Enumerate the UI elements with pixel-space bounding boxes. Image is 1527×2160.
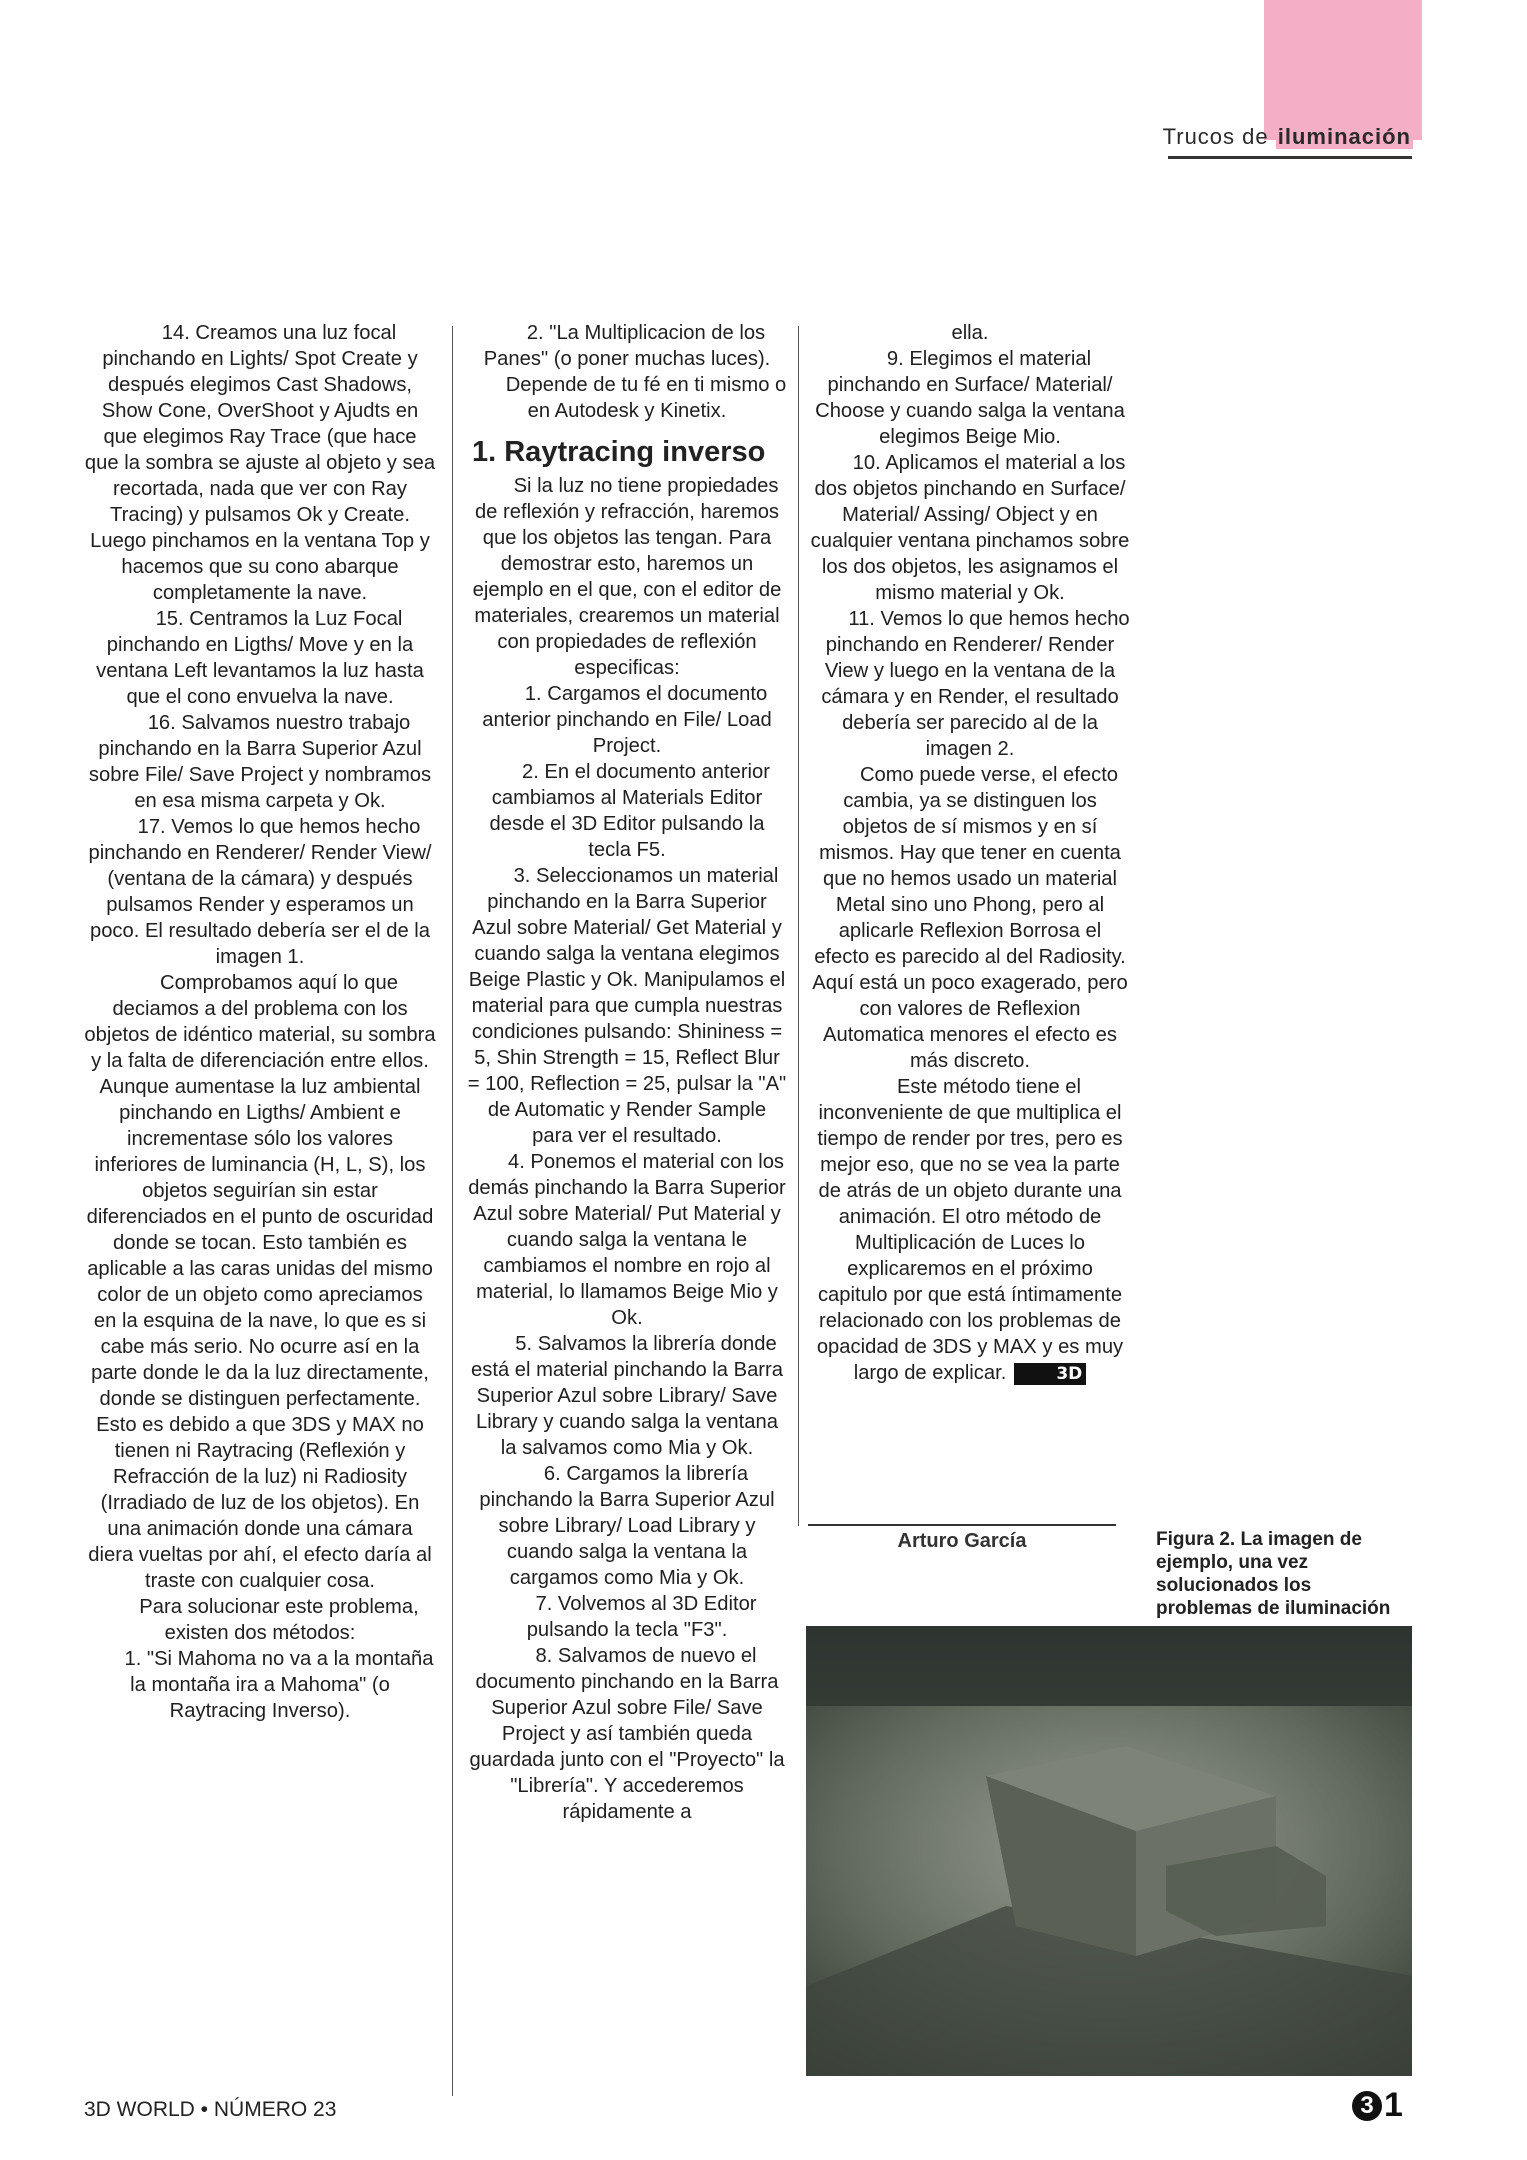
header-emphasis: iluminación	[1277, 124, 1411, 149]
paragraph: 14. Creamos una luz focal pinchando en Lights/ Spot Create y después elegimos Cast Shadows, Show Cone, OverShoot y Ajudts en que elegimos Ray Trace (que hace que la sombra se ajuste al objeto y sea recortada, nada que ver con Ray Tracing) y pulsamos Ok y Create. Luego pinchamos en la ventana Top y hacemos que su cono abarque completamente la nave.	[84, 322, 436, 604]
paragraph: 1. Cargamos el documento anterior pinchando en File/ Load Project.	[482, 683, 772, 757]
article-column-2	[466, 320, 788, 1825]
paragraph: 2. En el documento anterior cambiamos al Materials Editor desde el 3D Editor pulsando la tecla F5.	[489, 761, 770, 861]
paragraph: ella.	[951, 322, 989, 344]
paragraph: 16. Salvamos nuestro trabajo pinchando en la Barra Superior Azul sobre File/ Save Project y nombramos en esa misma carpeta y Ok.	[88, 712, 432, 812]
article-column-3	[810, 320, 1130, 1386]
paragraph: 9. Elegimos el material pinchando en Surface/ Material/ Choose y cuando salga la ventana elegimos Beige Mio.	[815, 348, 1125, 448]
paragraph	[810, 1074, 1130, 1386]
paragraph: 3. Seleccionamos un material pinchando en la Barra Superior Azul sobre Material/ Get Material y cuando salga la ventana elegimos Beige Plastic y Ok. Manipulamos el material para que cumpla nuestras condiciones pulsando: Shininess = 5, Shin Strength = 15, Reflect Blur = 100, Reflection = 25, pulsar la "A" de Automatic y Render Sample para ver el resultado.	[467, 865, 787, 1147]
paragraph-text: Este método tiene el inconveniente de que multiplica el tiempo de render por tres, pero es mejor eso, que no se vea la parte de atrás de un objeto durante una animación. El otro método de Multiplicación de Luces lo explicaremos en el próximo capitulo por que está íntimamente relacionado con los problemas de opacidad de 3DS y MAX y es muy largo de explicar.	[816, 1076, 1124, 1384]
paragraph: 8. Salvamos de nuevo el documento pinchando en la Barra Superior Azul sobre File/ Save Project y así también queda guardada junto con el "Proyecto" la "Librería". Y accederemos rápidamente a	[469, 1645, 785, 1823]
footer-issue: 3D WORLD • NÚMERO 23	[84, 2098, 337, 2121]
end-of-article-badge: 3D	[1014, 1363, 1086, 1385]
section-header	[1163, 124, 1413, 150]
article-column-1	[84, 320, 436, 1724]
paragraph: 2. "La Multiplicacion de los Panes" (o poner muchas luces).	[483, 322, 771, 370]
paragraph: 11. Vemos lo que hemos hecho pinchando en Renderer/ Render View y luego en la ventana de la cámara y en Render, el resultado debería ser parecido al de la imagen 2.	[821, 608, 1130, 760]
figure-caption: Figura 2. La imagen de ejemplo, una vez solucionados los problemas de iluminación	[1156, 1529, 1391, 1619]
page-number	[1352, 2086, 1403, 2125]
header-color-tab	[1264, 0, 1422, 140]
render-image-figure-2	[806, 1626, 1412, 2076]
paragraph: Depende de tu fé en ti mismo o en Autodesk y Kinetix.	[505, 374, 787, 422]
paragraph: Como puede verse, el efecto cambia, ya se distinguen los objetos de sí mismos y en sí mismos. Hay que tener en cuenta que no hemos usado un material Metal sino uno Phong, pero al aplicarle Reflexion Borrosa el efecto es parecido al del Radiosity. Aquí está un poco exagerado, pero con valores de Reflexion Automatica menores el efecto es más discreto.	[812, 764, 1128, 1072]
paragraph: 4. Ponemos el material con los demás pinchando la Barra Superior Azul sobre Material/ Put Material y cuando salga la ventana le cambiamos el nombre en rojo al material, lo llamamos Beige Mio y Ok.	[468, 1151, 786, 1329]
author-byline: Arturo García	[897, 1530, 1027, 1552]
column-divider-1	[452, 326, 453, 2096]
paragraph: 5. Salvamos la librería donde está el material pinchando la Barra Superior Azul sobre Library/ Save Library y cuando salga la ventana la salvamos como Mia y Ok.	[471, 1333, 783, 1459]
paragraph: Si la luz no tiene propiedades de reflexión y refracción, haremos que los objetos las tengan. Para demostrar esto, haremos un ejemplo en el que, con el editor de materiales, crearemos un material con propiedades de reflexión especificas:	[472, 475, 782, 679]
page-number-circle: 3	[1352, 2091, 1382, 2121]
paragraph: 1. "Si Mahoma no va a la montaña la montaña ira a Mahoma" (o Raytracing Inverso).	[124, 1648, 434, 1722]
page-number-rest: 1	[1384, 2086, 1403, 2124]
signature-rule	[808, 1524, 1116, 1526]
column-divider-2	[798, 326, 799, 1526]
section-heading: 1. Raytracing inverso	[472, 436, 766, 468]
paragraph: 10. Aplicamos el material a los dos objetos pinchando en Surface/ Material/ Assing/ Object y en cualquier ventana pinchamos sobre los dos objetos, les asignamos el mismo material y Ok.	[810, 452, 1130, 604]
paragraph: 7. Volvemos al 3D Editor pulsando la tecla "F3".	[526, 1593, 757, 1641]
paragraph: Para solucionar este problema, existen dos métodos:	[139, 1596, 419, 1644]
paragraph: 15. Centramos la Luz Focal pinchando en Ligths/ Move y en la ventana Left levantamos la luz hasta que el cono envuelva la nave.	[96, 608, 424, 708]
paragraph: 6. Cargamos la librería pinchando la Barra Superior Azul sobre Library/ Load Library y cuando salga la ventana la cargamos como Mia y Ok.	[479, 1463, 775, 1589]
header-prefix: Trucos de	[1162, 124, 1276, 149]
paragraph: Comprobamos aquí lo que deciamos a del problema con los objetos de idéntico material, su sombra y la falta de diferenciación entre ellos. Aunque aumentase la luz ambiental pinchando en Ligths/ Ambient e incrementase sólo los valores inferiores de luminancia (H, L, S), los objetos seguirían sin estar diferenciados en el punto de oscuridad donde se tocan. Esto también es aplicable a las caras unidas del mismo color de un objeto como apreciamos en la esquina de la nave, lo que es si cabe más serio. No ocurre así en la parte donde le da la luz directamente, donde se distinguen perfectamente. Esto es debido a que 3DS y MAX no tienen ni Raytracing (Reflexión y Refracción de la luz) ni Radiosity (Irradiado de luz de los objetos). En una animación donde una cámara diera vueltas por ahí, el efecto daría al traste con cualquier cosa.	[84, 972, 436, 1592]
paragraph: 17. Vemos lo que hemos hecho pinchando en Renderer/ Render View/ (ventana de la cámara) y después pulsamos Render y esperamos un poco. El resultado debería ser el de la imagen 1.	[88, 816, 432, 968]
header-underline	[1168, 156, 1412, 159]
